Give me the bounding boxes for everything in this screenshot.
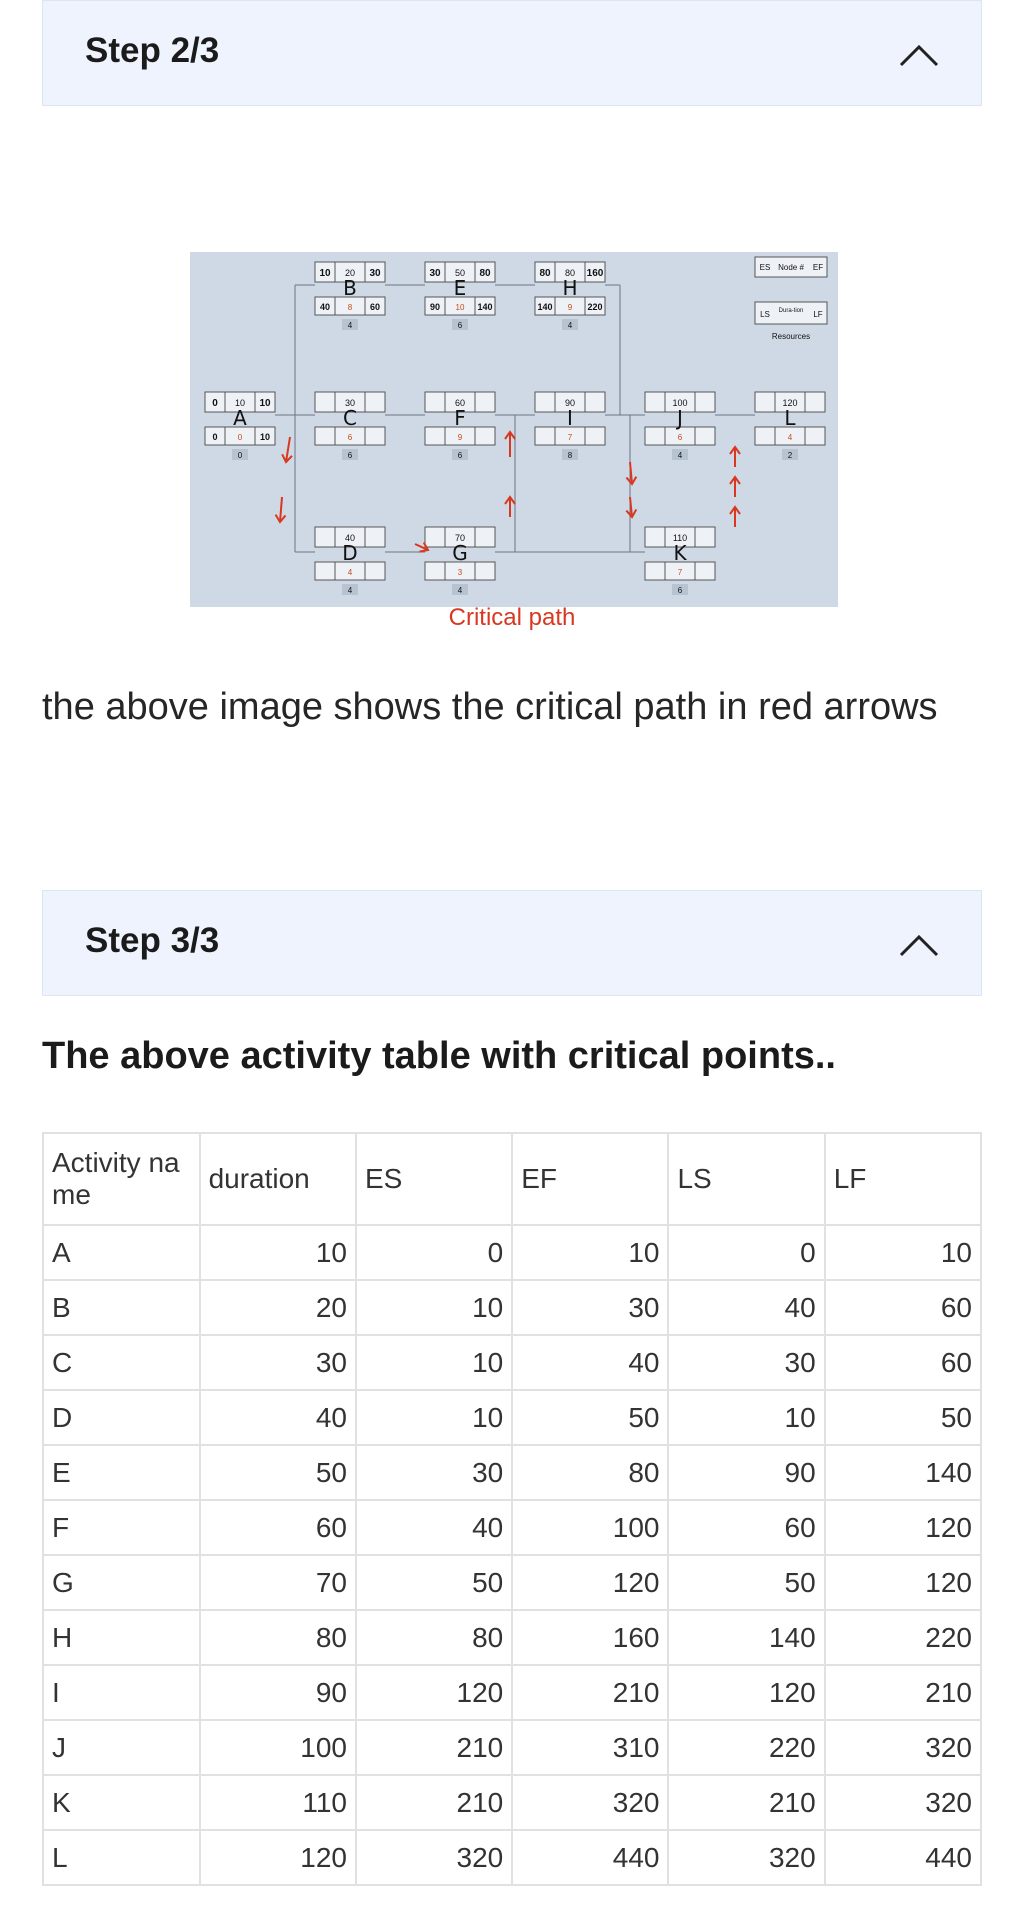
- table-cell: 50: [512, 1390, 668, 1445]
- table-cell: 440: [512, 1830, 668, 1885]
- node-ls: 0: [212, 432, 218, 442]
- table-cell: 0: [668, 1225, 824, 1280]
- header-duration: duration: [200, 1133, 356, 1225]
- step-2-title: Step 2/3: [85, 31, 220, 70]
- node-field: 7: [567, 433, 573, 442]
- header-ef: EF: [512, 1133, 668, 1225]
- node-id: D: [342, 541, 358, 565]
- node-duration-label: 30: [344, 398, 356, 408]
- node-field: 9: [567, 303, 573, 312]
- node-id: B: [343, 276, 357, 300]
- node-field: 3: [457, 568, 463, 577]
- table-row: [43, 1830, 981, 1885]
- table-cell: 440: [825, 1830, 981, 1885]
- node-duration-label: 80: [564, 268, 576, 278]
- table-row: [43, 1335, 981, 1390]
- node-resources: 0: [237, 451, 243, 460]
- table-cell: 220: [668, 1720, 824, 1775]
- node-id: G: [452, 541, 468, 565]
- table-cell: 30: [200, 1335, 356, 1390]
- node-field: 4: [347, 568, 353, 577]
- node-id: E: [453, 276, 467, 300]
- table-cell: 210: [356, 1720, 512, 1775]
- node-resources: 4: [347, 321, 353, 330]
- activity-name-cell: E: [43, 1445, 200, 1500]
- table-cell: 40: [356, 1500, 512, 1555]
- table-cell: 80: [356, 1610, 512, 1665]
- table-cell: 50: [668, 1555, 824, 1610]
- step-3-title: Step 3/3: [85, 921, 220, 960]
- table-cell: 90: [200, 1665, 356, 1720]
- table-cell: 100: [200, 1720, 356, 1775]
- node-field: 6: [677, 433, 683, 442]
- node-id: A: [233, 406, 247, 430]
- table-cell: 80: [200, 1610, 356, 1665]
- diagram-caption: the above image shows the critical path in red arrows: [42, 686, 938, 728]
- activity-name-cell: C: [43, 1335, 200, 1390]
- node-field: 8: [347, 303, 353, 312]
- node-field: 6: [347, 433, 353, 442]
- node-resources: 4: [677, 451, 683, 460]
- node-resources: 4: [567, 321, 573, 330]
- node-field: 9: [457, 433, 463, 442]
- node-resources: 6: [457, 451, 463, 460]
- node-id: J: [677, 406, 683, 430]
- table-cell: 120: [825, 1555, 981, 1610]
- table-cell: 20: [200, 1280, 356, 1335]
- table-cell: 80: [512, 1445, 668, 1500]
- table-cell: 100: [512, 1500, 668, 1555]
- table-cell: 60: [668, 1500, 824, 1555]
- table-row: [43, 1225, 981, 1280]
- table-cell: 110: [200, 1775, 356, 1830]
- activity-name-cell: A: [43, 1225, 200, 1280]
- node-duration-label: 70: [454, 533, 466, 543]
- node-duration-label: 60: [454, 398, 466, 408]
- legend-es: ES: [759, 263, 771, 272]
- node-resources: 4: [457, 586, 463, 595]
- table-cell: 30: [512, 1280, 668, 1335]
- table-cell: 120: [825, 1500, 981, 1555]
- node-resources: 6: [677, 586, 683, 595]
- table-cell: 40: [512, 1335, 668, 1390]
- node-duration-label: 20: [344, 268, 356, 278]
- legend-node: Node #: [778, 263, 804, 272]
- node-es: 0: [212, 398, 218, 409]
- header-ls: LS: [668, 1133, 824, 1225]
- node-duration-label: 100: [672, 398, 688, 408]
- table-cell: 30: [668, 1335, 824, 1390]
- node-resources: 2: [787, 451, 793, 460]
- node-field: 7: [677, 568, 683, 577]
- table-cell: 320: [825, 1720, 981, 1775]
- node-ef: 160: [586, 268, 604, 279]
- table-row: [43, 1775, 981, 1830]
- table-cell: 320: [825, 1775, 981, 1830]
- node-lf: 220: [587, 302, 603, 312]
- table-cell: 30: [356, 1445, 512, 1500]
- critical-path-label: Critical path: [448, 604, 576, 631]
- table-cell: 120: [668, 1665, 824, 1720]
- node-duration-label: 10: [234, 398, 246, 408]
- node-lf: 140: [477, 302, 493, 312]
- step-3-header[interactable]: [42, 890, 982, 996]
- node-duration-label: 90: [564, 398, 576, 408]
- legend-resources: Resources: [771, 332, 811, 341]
- node-ls: 40: [319, 302, 331, 312]
- activity-name-cell: L: [43, 1830, 200, 1885]
- table-header-row: [43, 1133, 981, 1225]
- node-resources: 8: [567, 451, 573, 460]
- header-lf: LF: [825, 1133, 981, 1225]
- table-cell: 210: [825, 1665, 981, 1720]
- node-resources: 6: [347, 451, 353, 460]
- node-id: H: [562, 276, 578, 300]
- header-activity-name: Activity name: [43, 1133, 200, 1225]
- legend-duration: Dura-tion: [778, 308, 804, 314]
- activity-name-cell: G: [43, 1555, 200, 1610]
- table-heading: The above activity table with critical points..: [42, 1035, 836, 1077]
- table-cell: 90: [668, 1445, 824, 1500]
- chevron-up-icon[interactable]: [899, 931, 939, 957]
- table-body: [43, 1225, 981, 1885]
- table-cell: 10: [356, 1390, 512, 1445]
- node-ls: 140: [537, 302, 553, 312]
- node-field: 0: [237, 433, 243, 442]
- table-row: [43, 1665, 981, 1720]
- table-row: [43, 1445, 981, 1500]
- node-id: F: [454, 406, 466, 430]
- node-duration-label: 120: [782, 398, 798, 408]
- table-cell: 120: [356, 1665, 512, 1720]
- node-id: K: [673, 541, 687, 565]
- table-cell: 10: [825, 1225, 981, 1280]
- node-es: 80: [539, 268, 551, 279]
- table-row: [43, 1555, 981, 1610]
- table-cell: 120: [512, 1555, 668, 1610]
- table-row: [43, 1500, 981, 1555]
- critical-label-layer: [0, 0, 1022, 660]
- table-cell: 120: [200, 1830, 356, 1885]
- activity-name-cell: J: [43, 1720, 200, 1775]
- table-cell: 40: [668, 1280, 824, 1335]
- table-cell: 60: [200, 1500, 356, 1555]
- table-row: [43, 1280, 981, 1335]
- table-row: [43, 1610, 981, 1665]
- table-cell: 60: [825, 1335, 981, 1390]
- table-cell: 40: [200, 1390, 356, 1445]
- table-cell: 210: [512, 1665, 668, 1720]
- node-id: I: [567, 406, 573, 430]
- activity-table: [42, 1132, 982, 1886]
- node-lf: 60: [369, 302, 381, 312]
- node-resources: 4: [347, 586, 353, 595]
- table-cell: 10: [668, 1390, 824, 1445]
- node-field: 4: [787, 433, 793, 442]
- node-ef: 30: [369, 268, 381, 279]
- table-cell: 10: [512, 1225, 668, 1280]
- legend-lf: LF: [813, 310, 823, 319]
- table-cell: 0: [356, 1225, 512, 1280]
- table-cell: 140: [825, 1445, 981, 1500]
- table-row: [43, 1720, 981, 1775]
- table-cell: 160: [512, 1610, 668, 1665]
- node-es: 10: [319, 268, 331, 279]
- table-cell: 10: [356, 1335, 512, 1390]
- legend-ef: EF: [812, 263, 824, 272]
- node-id: C: [343, 406, 357, 430]
- table-cell: 320: [356, 1830, 512, 1885]
- activity-name-cell: F: [43, 1500, 200, 1555]
- activity-name-cell: I: [43, 1665, 200, 1720]
- activity-name-cell: D: [43, 1390, 200, 1445]
- node-resources: 6: [457, 321, 463, 330]
- table-cell: 210: [668, 1775, 824, 1830]
- node-es: 30: [429, 268, 441, 279]
- table-cell: 140: [668, 1610, 824, 1665]
- activity-name-cell: B: [43, 1280, 200, 1335]
- table-cell: 220: [825, 1610, 981, 1665]
- table-cell: 320: [512, 1775, 668, 1830]
- table-cell: 210: [356, 1775, 512, 1830]
- table-cell: 60: [825, 1280, 981, 1335]
- table-cell: 10: [200, 1225, 356, 1280]
- node-duration-label: 40: [344, 533, 356, 543]
- node-field: 10: [455, 303, 465, 312]
- node-ef: 10: [259, 398, 271, 409]
- node-lf: 10: [259, 432, 271, 442]
- table-cell: 10: [356, 1280, 512, 1335]
- table-cell: 310: [512, 1720, 668, 1775]
- activity-name-cell: H: [43, 1610, 200, 1665]
- node-ef: 80: [479, 268, 491, 279]
- node-id: L: [784, 406, 796, 430]
- node-ls: 90: [429, 302, 441, 312]
- table-cell: 70: [200, 1555, 356, 1610]
- table-cell: 320: [668, 1830, 824, 1885]
- table-cell: 50: [825, 1390, 981, 1445]
- table-row: [43, 1390, 981, 1445]
- header-es: ES: [356, 1133, 512, 1225]
- node-duration-label: 50: [454, 268, 466, 278]
- legend-ls: LS: [760, 310, 770, 319]
- table-cell: 50: [200, 1445, 356, 1500]
- activity-name-cell: K: [43, 1775, 200, 1830]
- node-duration-label: 110: [672, 533, 688, 543]
- table-cell: 50: [356, 1555, 512, 1610]
